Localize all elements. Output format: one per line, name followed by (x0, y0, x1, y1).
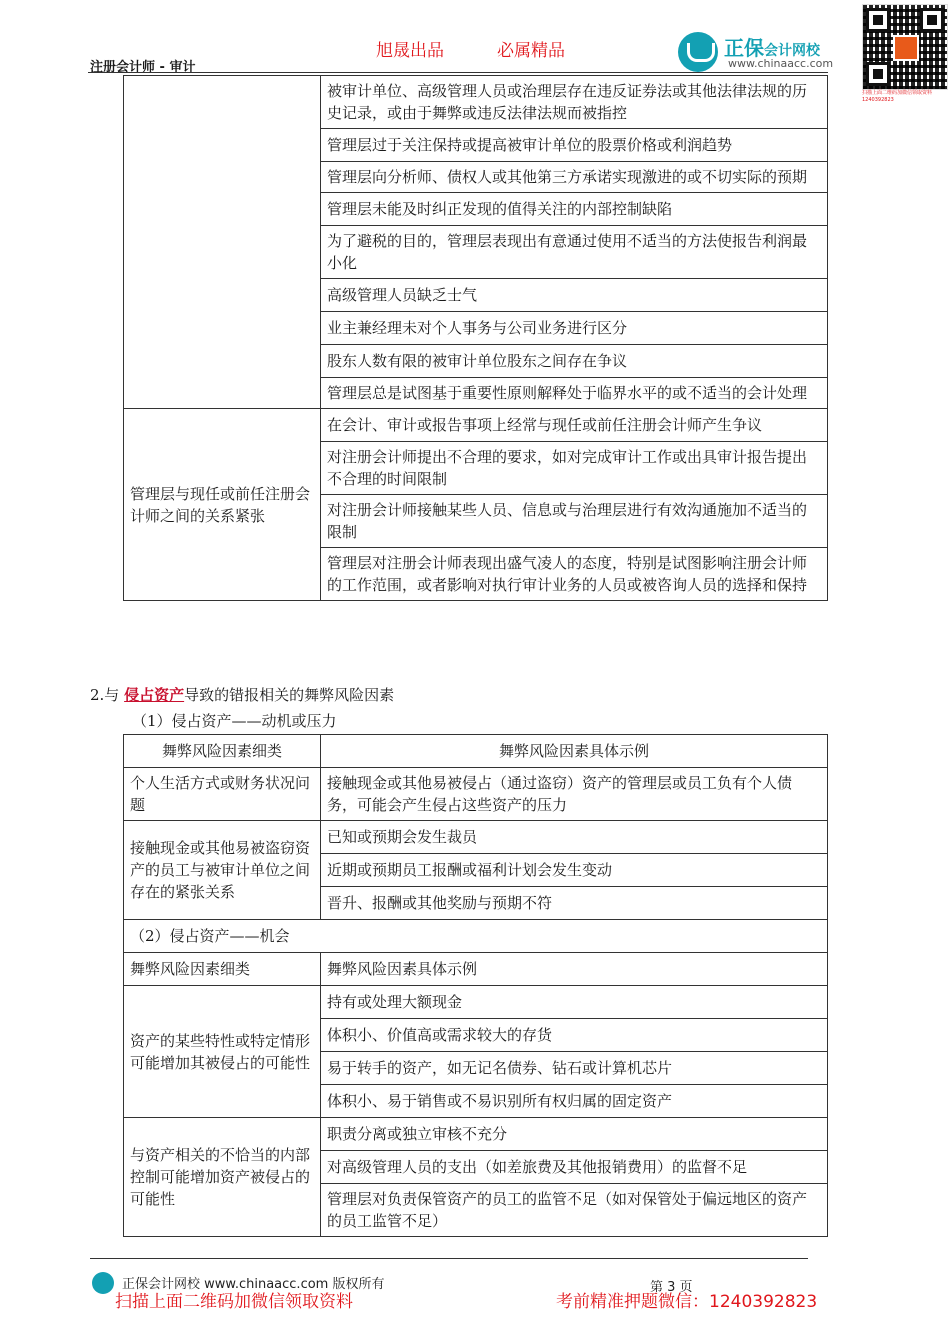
table-cell: 管理层总是试图基于重要性原则解释处于临界水平的或不适当的会计处理 (321, 378, 828, 409)
table-cell: 管理层过于关注保持或提高被审计单位的股票价格或利润趋势 (321, 129, 828, 162)
table-cell: 持有或处理大额现金 (321, 986, 828, 1019)
asset-misappropriation-table (123, 734, 828, 1237)
table-cell: 对注册会计师接触某些人员、信息或与治理层进行有效沟通施加不适当的限制 (321, 495, 828, 548)
column-header: 舞弊风险因素细类 (124, 735, 321, 768)
qr-badge-icon (893, 35, 919, 61)
footer-copyright: 正保会计网校 www.chinaacc.com 版权所有 (122, 1277, 385, 1292)
table-cell: 对注册会计师提出不合理的要求，如对完成审计工作或出具审计报告提出不合理的时间限制 (321, 442, 828, 495)
footer-logo-icon (92, 1272, 114, 1294)
table-cell: 体积小、易于销售或不易识别所有权归属的固定资产 (321, 1085, 828, 1118)
promo-right: 考前精准押题微信：1240392823 (556, 1292, 818, 1312)
table-cell: 与资产相关的不恰当的内部控制可能增加资产被侵占的可能性 (124, 1118, 321, 1237)
slogan-right: 必属精品 (497, 41, 565, 61)
group1-label-cell (124, 76, 321, 409)
page-number: 第 3 页 (650, 1280, 693, 1295)
table-cell: 体积小、价值高或需求较大的存货 (321, 1019, 828, 1052)
column-header: 舞弊风险因素具体示例 (321, 953, 828, 986)
slogan-left: 旭晟出品 (376, 41, 444, 61)
table-row (124, 821, 828, 854)
table-row (124, 1118, 828, 1151)
table-cell: 对高级管理人员的支出（如差旅费及其他报销费用）的监督不足 (321, 1151, 828, 1184)
qr-note: 扫描上面二维码加微信领取资料 1240392823 (862, 90, 933, 103)
section-number: 2.与 (90, 686, 120, 704)
promo-left: 扫描上面二维码加微信领取资料 (115, 1292, 353, 1312)
table-cell: 管理层对注册会计师表现出盛气凌人的态度，特别是试图影响注册会计师的工作范围，或者影响对执行审计业务的人员或被咨询人员的选择和保持 (321, 548, 828, 601)
table-row (124, 76, 828, 129)
table-cell: 为了避税的目的，管理层表现出有意通过使用不适当的方法使报告利润最小化 (321, 226, 828, 279)
section-heading-text: 导致的错报相关的舞弊风险因素 (184, 686, 395, 704)
section-heading (90, 684, 394, 705)
table-cell: 易于转手的资产，如无记名债券、钻石或计算机芯片 (321, 1052, 828, 1085)
logo-subname: 会计网校 (764, 43, 820, 59)
table-cell: 被审计单位、高级管理人员或治理层存在违反证券法或其他法律法规的历史记录，或由于舞弊或违反法律法规而被指控 (321, 76, 828, 129)
logo-url: www.chinaacc.com (728, 57, 834, 70)
table-cell: 接触现金或其他易被侵占（通过盗窃）资产的管理层或员工负有个人债务，可能会产生侵占这些资产的压力 (321, 768, 828, 821)
table-cell: 职责分离或独立审核不充分 (321, 1118, 828, 1151)
table-cell: 管理层未能及时纠正发现的值得关注的内部控制缺陷 (321, 193, 828, 226)
group2-label-cell: 管理层与现任或前任注册会计师之间的关系紧张 (124, 409, 321, 601)
table-cell: 已知或预期会发生裁员 (321, 821, 828, 854)
table-row (124, 409, 828, 442)
table-cell: 近期或预期员工报酬或福利计划会发生变动 (321, 854, 828, 887)
fraud-factor-table-continued (123, 75, 828, 601)
column-header: 舞弊风险因素具体示例 (321, 735, 828, 768)
subsection-heading: （1）侵占资产——动机或压力 (132, 712, 337, 730)
chinaacc-logo[interactable] (678, 30, 858, 72)
table-row (124, 986, 828, 1019)
table-cell: 在会计、审计或报告事项上经常与现任或前任注册会计师产生争议 (321, 409, 828, 442)
column-header: 舞弊风险因素细类 (124, 953, 321, 986)
footer-rule (90, 1258, 808, 1259)
table-cell: 股东人数有限的被审计单位股东之间存在争议 (321, 345, 828, 378)
qr-code-icon (862, 4, 948, 90)
header-rule (88, 72, 828, 73)
logo-emblem-icon (678, 32, 718, 72)
subsection-row: （2）侵占资产——机会 (124, 920, 828, 953)
table-cell: 管理层对负责保管资产的员工的监管不足（如对保管处于偏远地区的资产的员工监管不足） (321, 1184, 828, 1237)
table-cell: 业主兼经理未对个人事务与公司业务进行区分 (321, 312, 828, 345)
table-header-row (124, 735, 828, 768)
misappropriation-link[interactable]: 侵占资产 (124, 686, 185, 704)
table-cell: 管理层向分析师、债权人或其他第三方承诺实现激进的或不切实际的预期 (321, 162, 828, 193)
logo-name: 正保 (724, 36, 764, 60)
table-row (124, 920, 828, 953)
table-cell: 高级管理人员缺乏士气 (321, 279, 828, 312)
table-cell: 个人生活方式或财务状况问题 (124, 768, 321, 821)
table-cell: 晋升、报酬或其他奖励与预期不符 (321, 887, 828, 920)
document-subject: 注册会计师 - 审计 (90, 60, 196, 75)
table-cell: 资产的某些特性或特定情形可能增加其被侵占的可能性 (124, 986, 321, 1118)
table-cell: 接触现金或其他易被盗窃资产的员工与被审计单位之间存在的紧张关系 (124, 821, 321, 920)
table-row (124, 768, 828, 821)
table-header-row (124, 953, 828, 986)
